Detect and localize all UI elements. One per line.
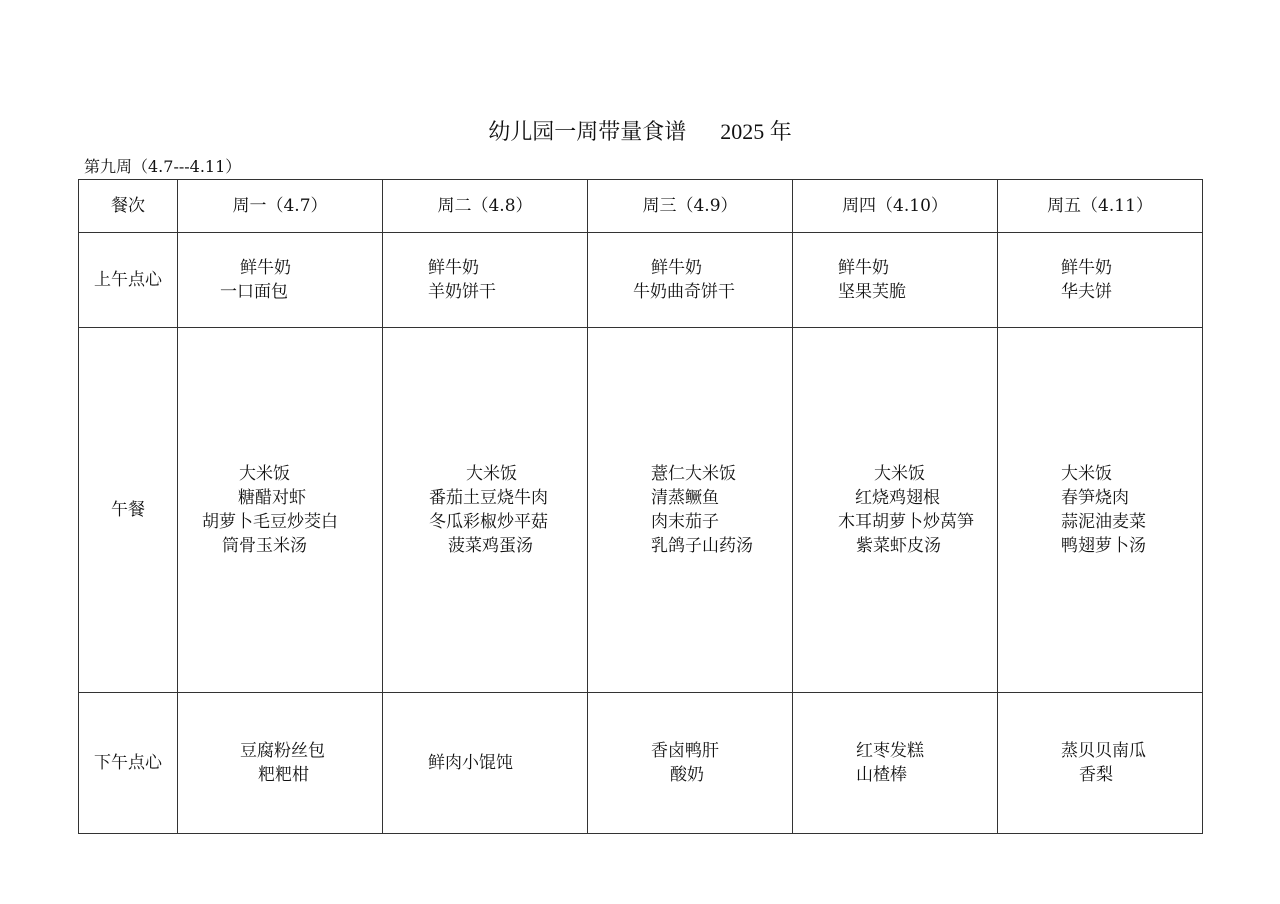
menu-cell bbox=[793, 328, 998, 693]
day-header-mon: 周一（4.7） bbox=[178, 180, 383, 233]
menu-table bbox=[78, 179, 1203, 834]
menu-cell bbox=[588, 693, 793, 834]
menu-item: 豆腐粉丝包 bbox=[240, 741, 325, 761]
menu-item-list bbox=[383, 256, 587, 304]
menu-item: 红烧鸡翅根 bbox=[855, 488, 940, 508]
menu-item: 大米饭 bbox=[466, 464, 517, 484]
meal-label: 上午点心 bbox=[79, 233, 178, 328]
menu-item: 粑粑柑 bbox=[258, 765, 309, 785]
menu-item-list bbox=[793, 739, 997, 787]
menu-item: 糖醋对虾 bbox=[238, 488, 306, 508]
menu-item: 香卤鸭肝 bbox=[651, 741, 719, 761]
menu-item: 清蒸鳜鱼 bbox=[651, 488, 719, 508]
menu-item: 胡萝卜毛豆炒茭白 bbox=[202, 512, 338, 532]
menu-item: 冬瓜彩椒炒平菇 bbox=[429, 512, 548, 532]
menu-cell bbox=[998, 693, 1203, 834]
menu-item: 羊奶饼干 bbox=[428, 282, 496, 302]
menu-item-list bbox=[998, 256, 1202, 304]
menu-item: 鸭翅萝卜汤 bbox=[1061, 536, 1146, 556]
menu-item: 筒骨玉米汤 bbox=[222, 536, 307, 556]
menu-cell bbox=[588, 233, 793, 328]
header-corner: 餐次 bbox=[79, 180, 178, 233]
menu-cell bbox=[178, 233, 383, 328]
menu-item: 红枣发糕 bbox=[856, 741, 924, 761]
menu-item: 鲜牛奶 bbox=[838, 258, 889, 278]
meal-label: 午餐 bbox=[79, 328, 178, 693]
day-header-tue: 周二（4.8） bbox=[383, 180, 588, 233]
menu-item: 鲜肉小馄饨 bbox=[428, 753, 513, 773]
menu-item: 山楂棒 bbox=[856, 765, 907, 785]
menu-item: 乳鸽子山药汤 bbox=[651, 536, 753, 556]
menu-cell bbox=[793, 233, 998, 328]
menu-item-list bbox=[588, 739, 792, 787]
menu-item: 薏仁大米饭 bbox=[651, 464, 736, 484]
menu-item: 鲜牛奶 bbox=[651, 258, 702, 278]
menu-item: 香梨 bbox=[1079, 765, 1113, 785]
menu-item: 木耳胡萝卜炒莴笋 bbox=[838, 512, 974, 532]
menu-item-list bbox=[793, 462, 997, 558]
menu-item: 大米饭 bbox=[874, 464, 925, 484]
menu-item: 鲜牛奶 bbox=[240, 258, 291, 278]
menu-item: 酸奶 bbox=[670, 765, 704, 785]
menu-item-list bbox=[998, 739, 1202, 787]
meal-label: 下午点心 bbox=[79, 693, 178, 834]
menu-item-list bbox=[383, 462, 587, 558]
menu-item: 大米饭 bbox=[239, 464, 290, 484]
menu-cell bbox=[383, 328, 588, 693]
menu-item-list bbox=[178, 256, 382, 304]
menu-item: 紫菜虾皮汤 bbox=[856, 536, 941, 556]
menu-cell bbox=[998, 328, 1203, 693]
menu-item: 坚果芙脆 bbox=[838, 282, 906, 302]
meal-row-afternoon-snack bbox=[79, 693, 1203, 834]
menu-item: 牛奶曲奇饼干 bbox=[633, 282, 735, 302]
menu-cell bbox=[383, 233, 588, 328]
menu-item-list bbox=[178, 739, 382, 787]
day-header-wed: 周三（4.9） bbox=[588, 180, 793, 233]
meal-row-lunch bbox=[79, 328, 1203, 693]
menu-item: 华夫饼 bbox=[1061, 282, 1112, 302]
menu-cell bbox=[588, 328, 793, 693]
menu-item: 大米饭 bbox=[1061, 464, 1112, 484]
menu-item: 肉末茄子 bbox=[651, 512, 719, 532]
menu-item: 番茄土豆烧牛肉 bbox=[429, 488, 548, 508]
menu-item: 鲜牛奶 bbox=[428, 258, 479, 278]
menu-item-list bbox=[793, 256, 997, 304]
menu-item-list bbox=[588, 256, 792, 304]
menu-item-list bbox=[588, 462, 792, 558]
title-main: 幼儿园一周带量食谱 bbox=[488, 120, 687, 145]
menu-cell bbox=[793, 693, 998, 834]
menu-item: 鲜牛奶 bbox=[1061, 258, 1112, 278]
day-header-thu: 周四（4.10） bbox=[793, 180, 998, 233]
menu-item: 春笋烧肉 bbox=[1061, 488, 1129, 508]
menu-item: 蒜泥油麦菜 bbox=[1061, 512, 1146, 532]
menu-item: 一口面包 bbox=[220, 282, 288, 302]
week-label: 第九周（4.7---4.11） bbox=[84, 157, 242, 176]
header-row bbox=[79, 180, 1203, 233]
day-header-fri: 周五（4.11） bbox=[998, 180, 1203, 233]
page-title bbox=[0, 116, 1280, 149]
menu-cell bbox=[178, 328, 383, 693]
menu-cell bbox=[998, 233, 1203, 328]
menu-item-list bbox=[998, 462, 1202, 558]
title-year: 2025 年 bbox=[720, 119, 792, 144]
menu-cell bbox=[383, 693, 588, 834]
menu-cell bbox=[178, 693, 383, 834]
meal-row-morning-snack bbox=[79, 233, 1203, 328]
menu-item-list bbox=[178, 462, 382, 558]
menu-item-list bbox=[383, 751, 587, 775]
menu-item: 蒸贝贝南瓜 bbox=[1061, 741, 1146, 761]
menu-item: 菠菜鸡蛋汤 bbox=[448, 536, 533, 556]
